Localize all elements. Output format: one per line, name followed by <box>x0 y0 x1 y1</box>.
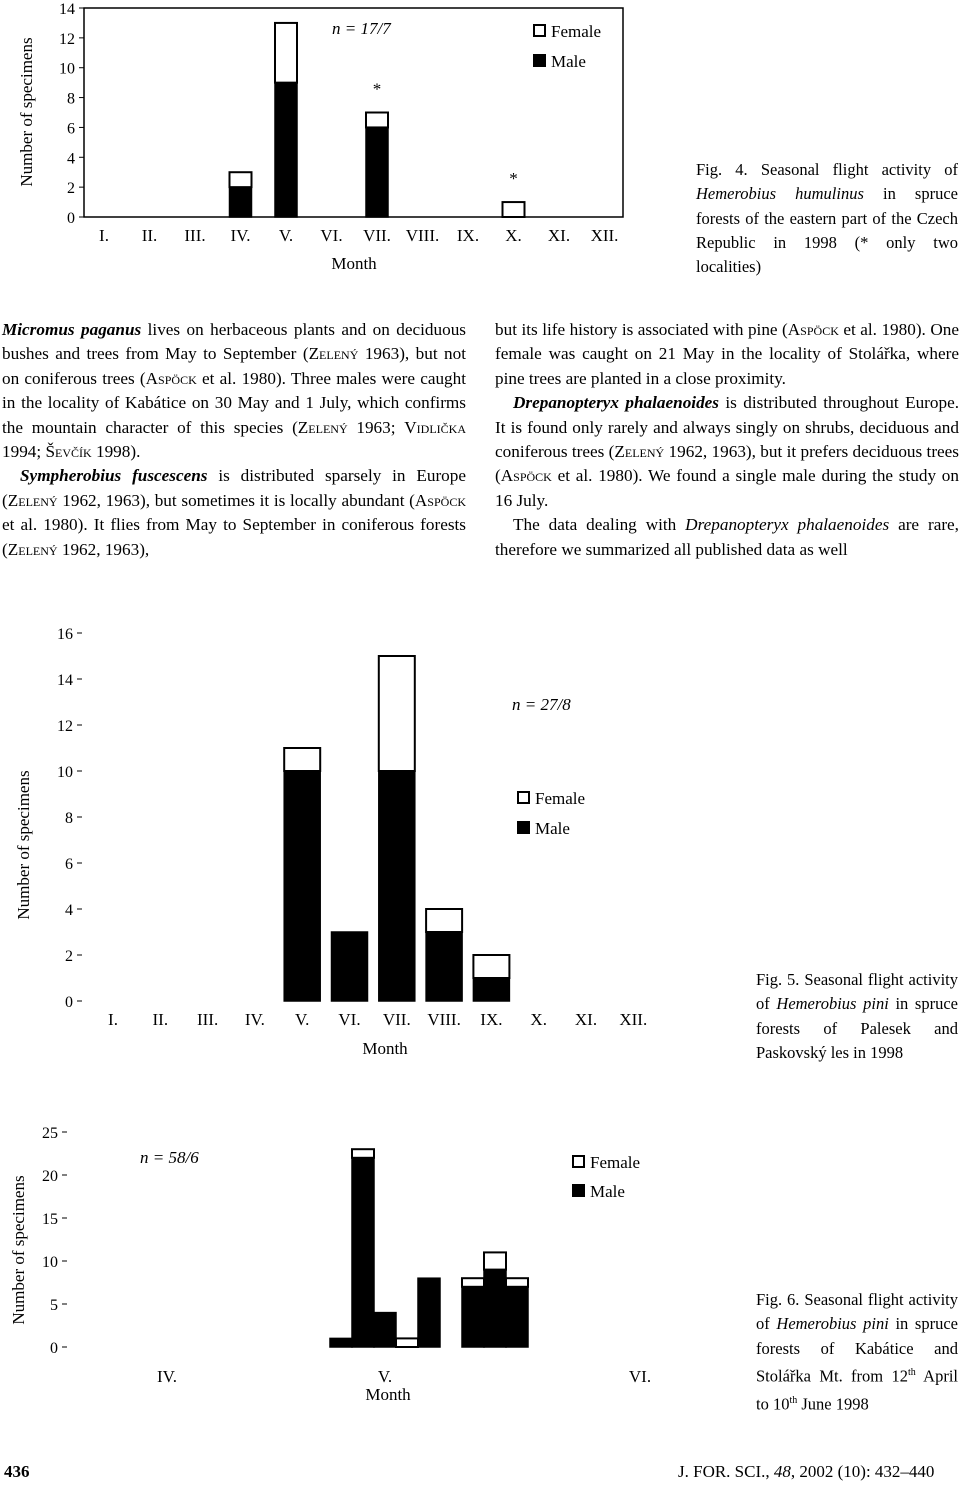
x-tick-label: VIII. <box>427 1010 461 1029</box>
bar-female <box>230 172 252 187</box>
author: Aspöck <box>787 320 839 339</box>
y-tick-label: 25 <box>42 1125 58 1142</box>
legend-male-swatch <box>534 55 545 66</box>
fig6-caption-mid2: April to 10 <box>756 1366 958 1414</box>
bar-female <box>396 1338 418 1347</box>
legend-male-swatch <box>518 822 529 833</box>
text: 1962, 1963), but sometimes it is locally abundant ( <box>57 490 415 510</box>
bar-male <box>462 1287 484 1347</box>
issue-pages: , 2002 (10): 432–440 <box>790 1462 935 1481</box>
legend-female-label: Female <box>590 1153 641 1172</box>
author: Aspöck <box>145 368 197 388</box>
fig6-ylabel: Number of specimens <box>9 1175 28 1325</box>
fig5-n-label: n = 27/8 <box>512 695 571 714</box>
author: Zelený <box>7 490 58 510</box>
fig5-label: Fig. 5. <box>756 970 800 989</box>
text: The data dealing with <box>513 515 686 535</box>
paragraph <box>495 318 959 391</box>
bar-male <box>352 1158 374 1347</box>
fig4-xlabel: Month <box>331 254 377 273</box>
fig5-ylabel: Number of specimens <box>14 770 33 920</box>
x-tick-label: IV. <box>244 1010 265 1029</box>
fig5-chart <box>0 620 700 1080</box>
y-tick-label: 0 <box>65 994 73 1011</box>
bar-female <box>352 1149 374 1158</box>
text: 1963; <box>347 417 405 437</box>
species-name: Sympherobius fuscescens <box>20 466 208 486</box>
paragraph <box>495 513 959 562</box>
bar-male <box>275 83 297 217</box>
y-tick-label: 4 <box>65 902 73 919</box>
author: Zelený <box>614 442 665 462</box>
text: are rare, therefore we summarized all published data as well <box>495 515 959 559</box>
text: 1994; <box>2 442 46 462</box>
x-tick-label: IV. <box>230 226 251 245</box>
fig4-caption-pre: Seasonal flight activity of <box>747 160 958 179</box>
text: 1962, 1963), <box>57 539 150 559</box>
x-tick-label: I. <box>99 226 109 245</box>
fig6-species: Hemerobius pini <box>776 1314 889 1334</box>
legend-female-swatch <box>534 25 545 36</box>
asterisk-annotation: * <box>509 169 518 189</box>
journal-citation <box>678 1462 934 1482</box>
fig4-legend <box>534 22 601 71</box>
x-tick-label: II. <box>152 1010 169 1029</box>
text: is distributed sparsely in Europe ( <box>2 466 466 510</box>
species-name: Drepanopteryx phalaenoides <box>685 515 890 535</box>
x-tick-label: VII. <box>382 1010 411 1029</box>
fig6-label: Fig. 6. <box>756 1290 800 1309</box>
fig4-chart <box>0 0 640 290</box>
x-tick-label: I. <box>108 1010 118 1029</box>
legend-male-label: Male <box>590 1182 625 1201</box>
bar-female <box>506 1278 528 1287</box>
bar-male <box>332 932 368 1001</box>
fig4-n-label: n = 17/7 <box>332 19 391 38</box>
bar-female <box>275 23 297 83</box>
plot-frame <box>84 8 623 217</box>
legend-male-swatch <box>573 1185 584 1196</box>
x-tick-label: VI. <box>320 226 343 245</box>
bar-female <box>473 955 509 978</box>
x-tick-label: XI. <box>547 226 571 245</box>
fig4-caption <box>696 158 958 279</box>
sup: th <box>789 1394 798 1406</box>
bar-male <box>506 1287 528 1347</box>
x-tick-label: VI. <box>338 1010 361 1029</box>
bar-male <box>484 1270 506 1347</box>
x-tick-label: IX. <box>480 1010 503 1029</box>
bar-male <box>330 1338 352 1347</box>
fig4-ylabel: Number of specimens <box>17 37 36 187</box>
legend-female-label: Female <box>551 22 602 41</box>
fig6-caption-pre: Seasonal flight activity of <box>756 1290 959 1334</box>
x-tick-label: XII. <box>619 1010 648 1029</box>
asterisk-annotation: * <box>372 79 382 99</box>
fig6-caption <box>756 1288 958 1416</box>
author: Zelený <box>7 539 58 559</box>
x-tick-label: V. <box>278 226 294 245</box>
fig5-xlabel: Month <box>362 1039 408 1058</box>
x-tick-label: XII. <box>590 226 619 245</box>
text: et al. 1980). It flies from May to September in coniferous forests ( <box>2 515 466 559</box>
x-tick-label: II. <box>141 226 158 245</box>
x-tick-label: XI. <box>574 1010 598 1029</box>
bar-female <box>379 656 415 771</box>
species-name: Drepanopteryx phalaenoides <box>513 393 719 413</box>
y-tick-label: 6 <box>67 120 75 138</box>
x-tick-label: III. <box>184 226 206 245</box>
paragraph <box>2 464 466 562</box>
text: et al. 1980). We found a single male during the study on 16 July. <box>495 466 959 510</box>
legend-male-label: Male <box>551 52 586 71</box>
text: but its life history is associated with pine ( <box>495 320 788 339</box>
y-tick-label: 6 <box>65 856 73 873</box>
x-tick-label: X. <box>505 226 522 245</box>
y-tick-label: 8 <box>65 810 73 827</box>
y-tick-label: 2 <box>67 180 75 198</box>
author: Vidlička <box>404 417 466 437</box>
fig6-n-label: n = 58/6 <box>140 1148 199 1167</box>
x-tick-label: III. <box>196 1010 219 1029</box>
y-tick-label: 0 <box>50 1340 58 1357</box>
x-tick-label: IX. <box>456 226 480 245</box>
body-left-column <box>2 318 466 562</box>
bar-female <box>462 1278 484 1287</box>
y-tick-label: 4 <box>67 150 75 168</box>
text: lives on herbaceous plants and on deciduous bushes and trees from May to September ( <box>2 320 466 364</box>
text: 1963), but not on coniferous trees ( <box>2 344 466 388</box>
paragraph <box>495 391 959 513</box>
x-tick-label: IV. <box>157 1367 177 1386</box>
fig5-caption-post: in spruce forests of Palesek and Paskovský les in 1998 <box>756 994 958 1062</box>
author: Zelený <box>297 417 348 437</box>
x-tick-label: X. <box>530 1010 547 1029</box>
fig5-legend <box>518 789 585 838</box>
y-tick-label: 2 <box>65 948 73 965</box>
y-tick-label: 15 <box>42 1211 58 1228</box>
y-tick-label: 10 <box>59 60 75 78</box>
fig6-caption-mid: in spruce forests of Kabátice and Stolářka Mt. from 12 <box>756 1314 958 1386</box>
legend-female-label: Female <box>535 789 586 808</box>
volume: 48 <box>773 1462 791 1481</box>
legend-female-swatch <box>518 792 529 803</box>
author: Aspöck <box>500 466 552 486</box>
bar-male <box>284 771 320 1001</box>
author: Zelený <box>308 344 359 364</box>
y-tick-label: 20 <box>42 1168 58 1185</box>
y-tick-label: 12 <box>59 30 75 48</box>
bar-female <box>484 1252 506 1269</box>
paragraph <box>2 318 466 464</box>
bar-female <box>284 748 320 771</box>
fig5-species: Hemerobius pini <box>776 994 889 1014</box>
body-right-column <box>495 318 959 562</box>
author: Aspöck <box>414 490 466 510</box>
y-tick-label: 16 <box>57 626 73 643</box>
x-tick-label: VIII. <box>405 226 440 245</box>
fig4-label: Fig. 4. <box>696 160 748 179</box>
bar-male <box>366 127 388 217</box>
text: et al. 1980). Three males were caught in the locality of Kabátice on 30 May and 1 July, which confirms the mountain character of this species ( <box>2 368 467 437</box>
fig6-xlabel: Month <box>365 1385 411 1404</box>
y-tick-label: 0 <box>67 210 75 227</box>
x-tick-label: V. <box>295 1010 310 1029</box>
bar-male <box>418 1278 440 1347</box>
y-tick-label: 14 <box>57 672 73 689</box>
text: et al. 1980). One female was caught on 21 May in the locality of Stolářka, where pine trees are planted in a close proximity. <box>495 320 959 388</box>
bar-male <box>426 932 462 1001</box>
x-tick-label: V. <box>377 1367 393 1386</box>
y-tick-label: 10 <box>57 764 73 781</box>
text: 1962, 1963), but it prefers deciduous trees ( <box>495 442 959 486</box>
sup: th <box>907 1366 916 1378</box>
bar-female <box>503 202 525 217</box>
page-number: 436 <box>4 1462 30 1481</box>
x-tick-label: VI. <box>628 1367 652 1386</box>
y-tick-label: 8 <box>67 90 75 108</box>
fig4-species: Hemerobius humulinus <box>696 184 864 204</box>
fig6-chart <box>0 1110 700 1410</box>
y-tick-label: 10 <box>42 1254 58 1271</box>
bar-male <box>230 187 252 217</box>
fig4-caption-post: in spruce forests of the eastern part of the Czech Republic in 1998 (* only two localities) <box>696 184 958 277</box>
bar-male <box>379 771 415 1001</box>
fig6-legend <box>573 1153 640 1201</box>
x-tick-label: VII. <box>363 226 391 245</box>
bar-female <box>426 909 462 932</box>
text: 1998). <box>91 442 141 462</box>
bar-male <box>374 1313 396 1347</box>
y-tick-label: 14 <box>59 1 75 18</box>
legend-female-swatch <box>573 1156 584 1167</box>
bar-female <box>366 113 388 128</box>
y-tick-label: 5 <box>50 1297 58 1314</box>
species-name: Micromus paganus <box>2 320 142 339</box>
journal-name: J. FOR. SCI., <box>678 1462 774 1481</box>
author: Ševčík <box>45 442 92 462</box>
fig6-caption-post: June 1998 <box>797 1394 869 1414</box>
bar-male <box>473 978 509 1001</box>
fig5-caption <box>756 968 958 1065</box>
legend-male-label: Male <box>535 819 570 838</box>
y-tick-label: 12 <box>57 718 73 735</box>
text: is distributed throughout Europe. It is found only rarely and always singly on shrubs, deciduous and coniferous trees ( <box>495 393 959 462</box>
fig5-caption-pre: Seasonal flight activity of <box>756 970 959 1014</box>
